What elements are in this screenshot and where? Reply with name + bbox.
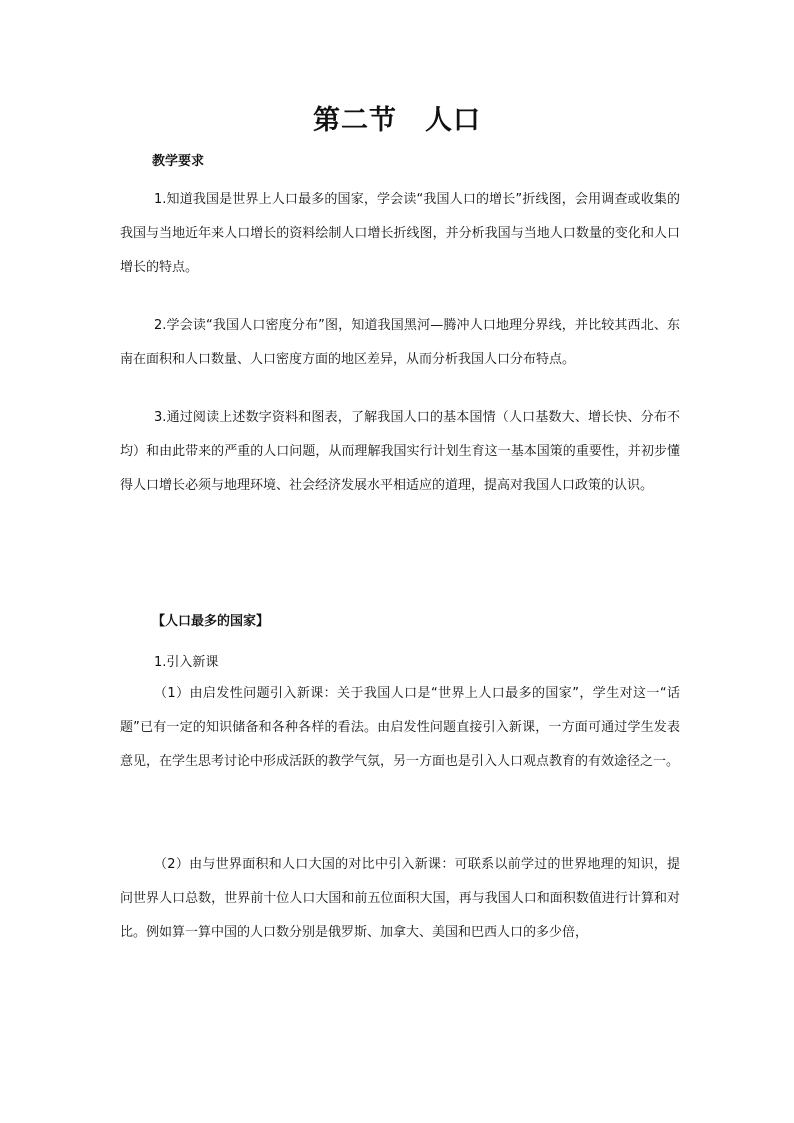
section-heading-country: 【人口最多的国家】 (152, 614, 270, 629)
paragraph-intro-1: （1）由启发性问题引入新课：关于我国人口是“世界上人口最多的国家”，学生对这一“话题”已有一定的知识储备和各种各样的看法。由启发性问题直接引入新课，一方面可通过学生发表意见，在学生思考讨论中形成活跃的教学气氛，另一方面也是引入人口观点教育的有效途径之一。 (120, 686, 680, 769)
page-title: 第二节 人口 (313, 105, 481, 136)
requirement-item-1: 1.知道我国是世界上人口最多的国家，学会读“我国人口的增长”折线图，会用调查或收集的我国与当地近年来人口增长的资料绘制人口增长折线图，并分析我国与当地人口数量的变化和人口增长的特点。 (120, 192, 680, 275)
paragraph-intro-2: （2）由与世界面积和人口大国的对比中引入新课：可联系以前学过的世界地理的知识，提问世界人口总数，世界前十位人口大国和前五位面积大国，再与我国人口和面积数值进行计算和对比。例如算一算中国的人口数分别是俄罗斯、加拿大、美国和巴西人口的多少倍， (120, 857, 680, 940)
section-heading-requirements: 教学要求 (152, 154, 205, 169)
subheading-intro: 1.引入新课 (154, 655, 219, 670)
requirement-item-2: 2.学会读“我国人口密度分布”图，知道我国黑河—腾冲人口地理分界线，并比较其西北、东南在面积和人口数量、人口密度方面的地区差异，从而分析我国人口分布特点。 (120, 318, 680, 367)
requirement-item-3: 3.通过阅读上述数字资料和图表，了解我国人口的基本国情（人口基数大、增长快、分布不均）和由此带来的严重的人口问题，从而理解我国实行计划生育这一基本国策的重要性，并初步懂得人口增长必须与地理环境、社会经济发展水平相适应的道理，提高对我国人口政策的认识。 (120, 410, 680, 493)
